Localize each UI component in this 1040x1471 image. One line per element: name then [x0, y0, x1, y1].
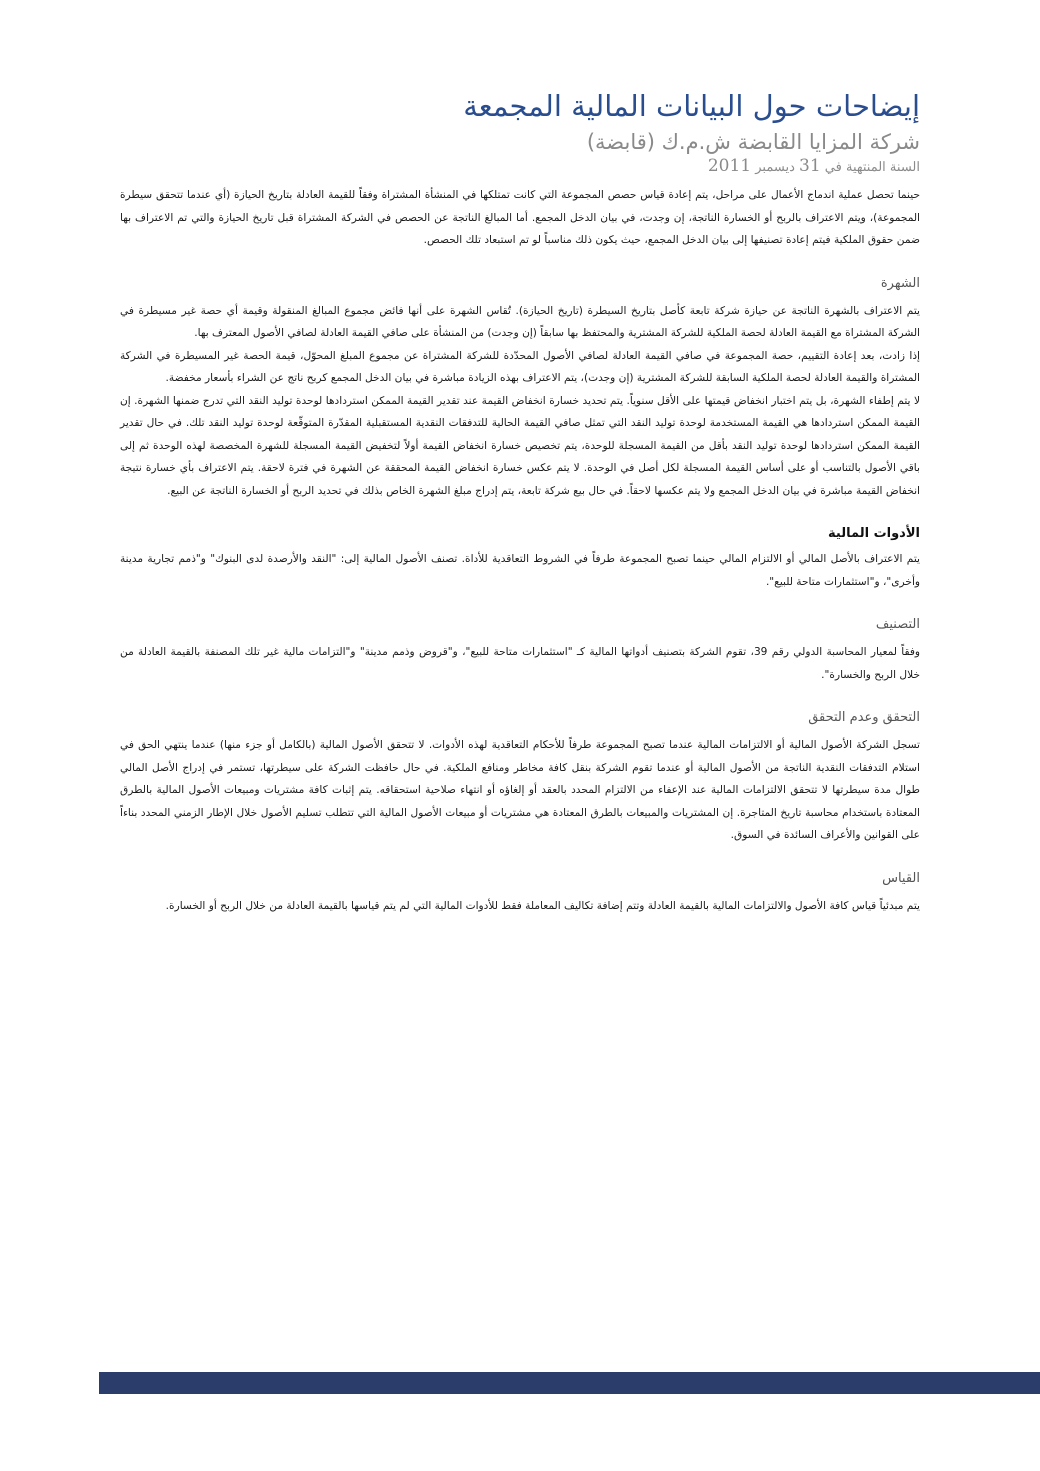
measurement-section: [120, 869, 920, 918]
measurement-paragraph: يتم مبدئياً قياس كافة الأصول والالتزامات المالية بالقيمة العادلة وتتم إضافة تكاليف المعاملة فقط للأدوات المالية التي لم يتم قياسها بالقيمة العادلة من خلال الربح أو الخسارة.: [165, 899, 920, 912]
goodwill-paragraph-1: يتم الاعتراف بالشهرة الناتجة عن حيازة شركة تابعة كأصل بتاريخ السيطرة (تاريخ الحيازة). تُقاس الشهرة على أنها فائض مجموع المبالغ المنقولة وقيمة أي حصة غير مسيطرة في الشركة المشتراة مع القيمة العادلة لحصة الملكية للشركة المشترية والمحتفظ بها سابقاً (إن وجدت) من المنشأة على صافي القيمة العادلة لصافي الأصول المعترف بها.: [120, 304, 920, 339]
financial-instruments-section: [120, 524, 920, 593]
goodwill-heading: الشهرة: [880, 275, 920, 291]
measurement-heading: القياس: [882, 870, 920, 886]
period-prefix: السنة المنتهية في: [824, 160, 920, 175]
period-day: 31: [799, 156, 821, 176]
classification-heading: التصنيف: [875, 617, 920, 632]
period-year: 2011: [707, 156, 752, 176]
intro-paragraph: حينما تحصل عملية اندماج الأعمال على مراحل، يتم إعادة قياس حصص المجموعة التي كانت تمتلكها في المنشأة المشتراة وفقاً للقيمة العادلة بتاريخ الحيازة (أي عندما تتحقق سيطرة المجموعة)، ويتم الاعتراف بالربح أو الخسارة الناتجة، إن وجدت، في بيان الدخل المجمع. أما المبالغ الناتجة عن الحصص في الشركة المشتراة قبل تاريخ الحيازة والتي تم الاعتراف بها ضمن حقوق الملكية فيتم إعادة تصنيفها إلى بيان الدخل المجمع، حيث يكون ذلك مناسباً لو تم استبعاد تلك الحصص.: [120, 189, 920, 246]
footer-bar: [99, 1372, 1040, 1394]
page-content: [120, 86, 920, 917]
financial-instruments-paragraph: يتم الاعتراف بالأصل المالي أو الالتزام المالي حينما تصبح المجموعة طرفاً في الشروط التعاقدية للأداة. تصنف الأصول المالية إلى: "النقد والأرصدة لدى البنوك" و"ذمم تجارية مدينة وأخرى"، و"استثمارات متاحة للبيع".: [120, 553, 920, 588]
classification-paragraph: وفقاً لمعيار المحاسبة الدولي رقم 39، تقوم الشركة بتصنيف أدواتها المالية كـ "استثمارات متاحة للبيع"، و"قروض وذمم مدينة" و"التزامات مالية غير تلك المصنفة بالقيمة العادلة من خلال الربح والخسارة".: [120, 646, 920, 681]
classification-section: [120, 615, 920, 686]
financial-instruments-heading: الأدوات المالية: [828, 526, 920, 541]
period-line: [120, 156, 920, 178]
period-month: ديسمبر: [755, 160, 795, 175]
goodwill-paragraph-3: لا يتم إطفاء الشهرة، بل يتم اختبار انخفاض قيمتها على الأقل سنوياً. يتم تحديد خسارة انخفاض القيمة عند تقدير القيمة الممكن استردادها لوحدة توليد النقد التي تدرج ضمنها الشهرة. إن القيمة الممكن استردادها هي القيمة المستخدمة لوحدة توليد النقد التي تمثل صافي القيمة الحالية للتدفقات النقدية المستقبلية المقدّرة المتوقّعة لوحدة توليد النقد تلك. في حال تقدير القيمة الممكن استردادها لوحدة توليد النقد بأقل من القيمة المسجلة للوحدة، يتم تخصيص خسارة انخفاض القيمة أولاً لتخفيض القيمة المسجلة للشهرة المخصصة لهذه الوحدة ثم إلى باقي الأصول بالتناسب أو على أساس القيمة المسجلة لكل أصل في الوحدة. لا يتم عكس خسارة انخفاض القيمة المحققة عن الشهرة في فترة لاحقة. يتم الاعتراف بأي خسارة نتيجة انخفاض القيمة مباشرة في بيان الدخل المجمع ولا يتم عكسها لاحقاً. في حال بيع شركة تابعة، يتم إدراج مبلغ الشهرة الخاص بذلك في تحديد الربح أو الخسارة الناتجة عن البيع.: [120, 394, 920, 497]
goodwill-section: [120, 274, 920, 503]
company-name: شركة المزايا القابضة ش.م.ك (قابضة): [586, 130, 920, 154]
recognition-heading: التحقق وعدم التحقق: [808, 710, 920, 725]
intro-section: [120, 184, 920, 252]
recognition-section: [120, 708, 920, 847]
page-title: إيضاحات حول البيانات المالية المجمعة: [463, 89, 920, 123]
recognition-paragraph: تسجل الشركة الأصول المالية أو الالتزامات المالية عندما تصبح المجموعة طرفاً للأحكام التعاقدية لهذه الأدوات. لا تتحقق الأصول المالية (بالكامل أو جزء منها) عندما ينتهي الحق في استلام التدفقات النقدية الناتجة من الأصول المالية أو عندما تقوم الشركة بنقل كافة مخاطر ومنافع الملكية. في حال حافظت الشركة على سيطرتها، تستمر في إدراج الأصل المالي طوال مدة سيطرتها لا تتحقق الالتزامات المالية عند الإعفاء من الالتزام المحدد بالعقد أو إلغاؤه أو انتهاء صلاحية استحقاقه. يتم إثبات كافة مشتريات ومبيعات الأصول المالية بالطرق المعتادة باستخدام محاسبة تاريخ المتاجرة. إن المشتريات والمبيعات بالطرق المعتادة هي مشتريات أو مبيعات الأصول المالية التي تتطلب تسليم الأصول خلال الإطار الزمني المحدد بناءاً على القوانين والأعراف السائدة في السوق.: [120, 739, 920, 841]
goodwill-paragraph-2: إذا زادت، بعد إعادة التقييم، حصة المجموعة في صافي القيمة العادلة لصافي الأصول المحدّدة للشركة المشتراة عن مجموع المبلغ المحوّل، قيمة الحصة غير المسيطرة في الشركة المشتراة والقيمة العادلة لحصة الملكية السابقة للشركة المشترية (إن وجدت)، يتم الاعتراف بهذه الزيادة مباشرة في بيان الدخل المجمع كربح ناتج عن الشراء بأسعار مخفضة.: [120, 349, 920, 384]
